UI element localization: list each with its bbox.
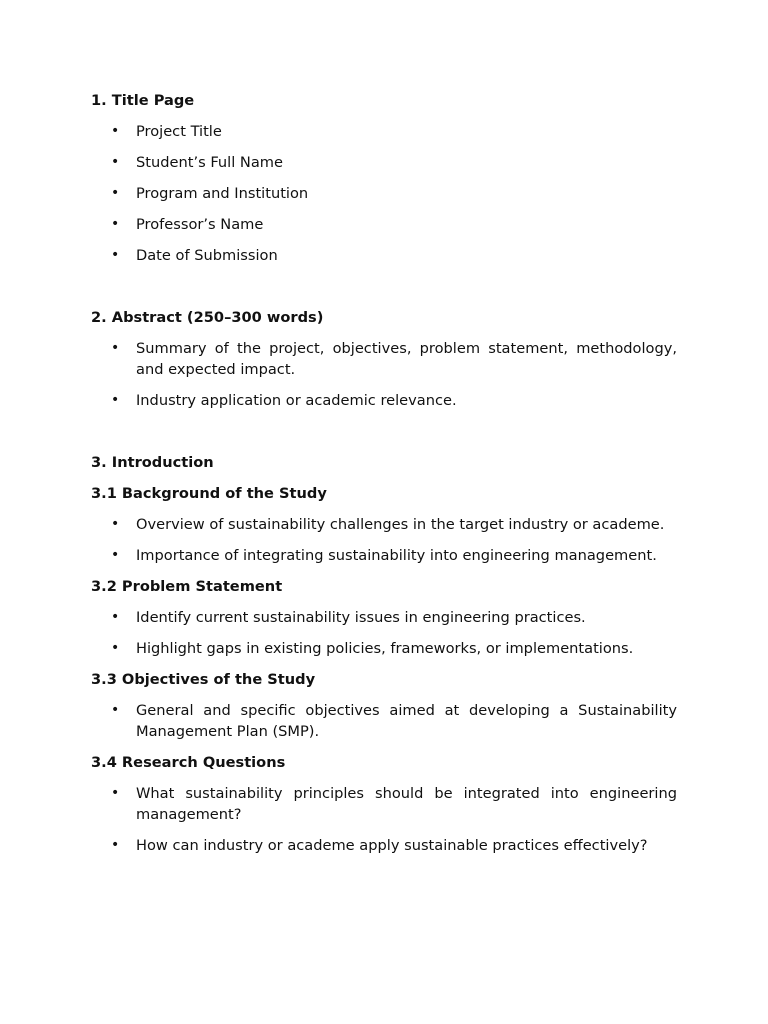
list-item (91, 700, 677, 742)
bullet-list (91, 783, 677, 856)
list-item-text: Overview of sustainability challenges in the target industry or academe. (136, 516, 665, 533)
bullet-list (91, 338, 677, 411)
document-page (91, 90, 677, 866)
list-item (91, 152, 677, 173)
list-item-text: Program and Institution (136, 185, 309, 202)
bullet-icon: • (111, 123, 120, 139)
list-item-text: General and specific objectives aimed at developing a Sustainability Management Plan (SMP). (136, 702, 677, 740)
subsection-problem-statement (91, 576, 677, 659)
section-heading: 2. Abstract (250–300 words) (91, 309, 324, 326)
bullet-icon: • (111, 154, 120, 170)
subsection-heading: 3.2 Problem Statement (91, 578, 283, 595)
list-item-text: Industry application or academic relevance. (136, 392, 457, 409)
list-item (91, 835, 677, 856)
list-item-text: Professor’s Name (136, 216, 264, 233)
list-item (91, 783, 677, 825)
list-item (91, 545, 677, 566)
bullet-icon: • (111, 609, 120, 625)
section-spacer (91, 421, 677, 452)
bullet-list (91, 121, 677, 266)
subsection-heading: 3.1 Background of the Study (91, 485, 327, 502)
list-item (91, 183, 677, 204)
section-heading: 1. Title Page (91, 92, 195, 109)
list-item (91, 245, 677, 266)
section-introduction (91, 452, 677, 856)
list-item-text: Date of Submission (136, 247, 278, 264)
bullet-icon: • (111, 247, 120, 263)
bullet-icon: • (111, 785, 120, 801)
bullet-icon: • (111, 702, 120, 718)
subsection-research-questions (91, 752, 677, 856)
bullet-icon: • (111, 547, 120, 563)
list-item-text: Summary of the project, objectives, problem statement, methodology, and expected impact. (136, 340, 677, 378)
list-item (91, 338, 677, 380)
bullet-icon: • (111, 837, 120, 853)
list-item (91, 607, 677, 628)
subsection-objectives (91, 669, 677, 742)
list-item-text: How can industry or academe apply sustainable practices effectively? (136, 837, 648, 854)
bullet-icon: • (111, 340, 120, 356)
bullet-icon: • (111, 640, 120, 656)
bullet-list (91, 700, 677, 742)
list-item (91, 121, 677, 142)
subsection-heading: 3.4 Research Questions (91, 754, 286, 771)
bullet-icon: • (111, 392, 120, 408)
bullet-icon: • (111, 216, 120, 232)
bullet-list (91, 514, 677, 566)
subsection-background (91, 483, 677, 566)
list-item-text: Identify current sustainability issues in engineering practices. (136, 609, 586, 626)
list-item (91, 638, 677, 659)
bullet-icon: • (111, 516, 120, 532)
list-item-text: Highlight gaps in existing policies, frameworks, or implementations. (136, 640, 634, 657)
list-item-text: Project Title (136, 123, 222, 140)
subsection-heading: 3.3 Objectives of the Study (91, 671, 316, 688)
section-title-page (91, 90, 677, 266)
section-abstract (91, 307, 677, 411)
section-heading: 3. Introduction (91, 454, 214, 471)
list-item-text: Student’s Full Name (136, 154, 283, 171)
list-item (91, 514, 677, 535)
list-item-text: What sustainability principles should be integrated into engineering management? (136, 785, 677, 823)
list-item (91, 214, 677, 235)
section-spacer (91, 276, 677, 307)
list-item (91, 390, 677, 411)
bullet-icon: • (111, 185, 120, 201)
bullet-list (91, 607, 677, 659)
list-item-text: Importance of integrating sustainability into engineering management. (136, 547, 657, 564)
